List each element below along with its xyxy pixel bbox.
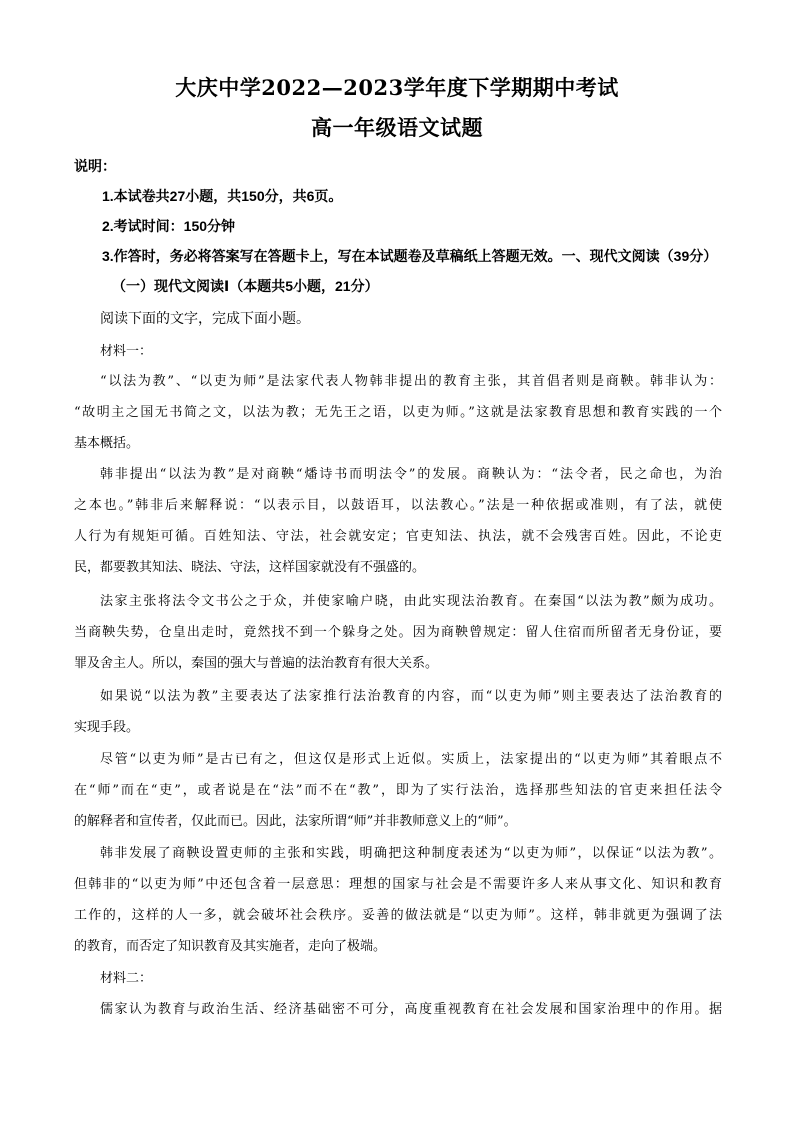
material-label: 材料一： [100, 344, 153, 359]
notes-label: 说明： [74, 158, 116, 174]
paragraph-line: 儒家认为教育与政治生活、经济基础密不可分，高度重视教育在社会发展和国家治理中的作用。据 [100, 1002, 722, 1017]
material-label: 材料二： [100, 971, 153, 986]
paragraph-line: 法家主张将法令文书公之于众，并使家喻户晓，由此实现法治教育。在秦国“以法为教”颇为成功。 [100, 594, 722, 609]
paragraph-line: “以法为教”、“以吏为师”是法家代表人物韩非提出的教育主张，其首倡者则是商鞅。韩非认为： [100, 374, 722, 389]
paragraph-line: 当商鞅失势，仓皇出走时，竟然找不到一个躲身之处。因为商鞅曾规定：留人住宿而所留者无身份证，要 [74, 625, 722, 640]
note-item: 3.作答时，务必将答案写在答题卡上，写在本试题卷及草稿纸上答题无效。一、现代文阅读（39分） [102, 248, 718, 264]
paragraph-line: 的教育，而否定了知识教育及其实施者，走向了极端。 [74, 939, 387, 954]
paragraph-line: “故明主之国无书简之文，以法为教；无先王之语，以吏为师。”这就是法家教育思想和教育实践的一个 [74, 405, 722, 420]
exam-subtitle: 高一年级语文试题 [311, 115, 483, 140]
paragraph-line: 民，都要教其知法、晓法、守法，这样国家就没有不强盛的。 [74, 560, 426, 575]
paragraph-line: 罪及舍主人。所以，秦国的强大与普遍的法治教育有很大关系。 [74, 656, 439, 671]
paragraph-line: 但韩非的“以吏为师”中还包含着一层意思：理想的国家与社会是不需要许多人来从事文化、知识和教育 [74, 877, 722, 892]
exam-title: 大庆中学2022—2023学年度下学期期中考试 [175, 75, 619, 100]
paragraph-line: 韩非发展了商鞅设置吏师的主张和实践，明确把这种制度表述为“以吏为师”，以保证“以法为教”。 [100, 846, 722, 861]
paragraph-line: 尽管“以吏为师”是古已有之，但这仅是形式上近似。实质上，法家提出的“以吏为师”其着眼点不 [100, 752, 722, 767]
note-item: 1.本试卷共27小题，共150分，共6页。 [102, 188, 343, 204]
section-subheading: （一）现代文阅读Ⅰ（本题共5小题，21分） [112, 278, 379, 294]
paragraph-line: 在“师”而在“吏”，或者说是在“法”而不在“教”，即为了实行法治，选择那些知法的官吏来担任法令 [74, 783, 722, 798]
paragraph-line: 实现手段。 [74, 720, 140, 735]
instruction-text: 阅读下面的文字，完成下面小题。 [100, 311, 310, 327]
paragraph-line: 的解释者和宣传者，仅此而已。因此，法家所谓“师”并非教师意义上的“师”。 [74, 814, 517, 829]
paragraph-line: 工作的，这样的人一多，就会破坏社会秩序。妥善的做法就是“以吏为师”。这样，韩非就更为强调了法 [74, 908, 722, 923]
paragraph-line: 之本也。”韩非后来解释说：“以表示目，以鼓语耳，以法教心。”法是一种依据或准则，有了法，就使 [74, 498, 722, 513]
note-item: 2.考试时间：150分钟 [102, 218, 236, 234]
paragraph-line: 人行为有规矩可循。百姓知法、守法，社会就安定；官吏知法、执法，就不会残害百姓。因此，不论吏 [74, 529, 722, 544]
paragraph-line: 如果说“以法为教”主要表达了法家推行法治教育的内容，而“以吏为师”则主要表达了法治教育的 [100, 689, 722, 704]
paragraph-line: 韩非提出“以法为教”是对商鞅“燔诗书而明法令”的发展。商鞅认为：“法令者，民之命也，为治 [100, 467, 722, 482]
paragraph-line: 基本概括。 [74, 436, 140, 451]
